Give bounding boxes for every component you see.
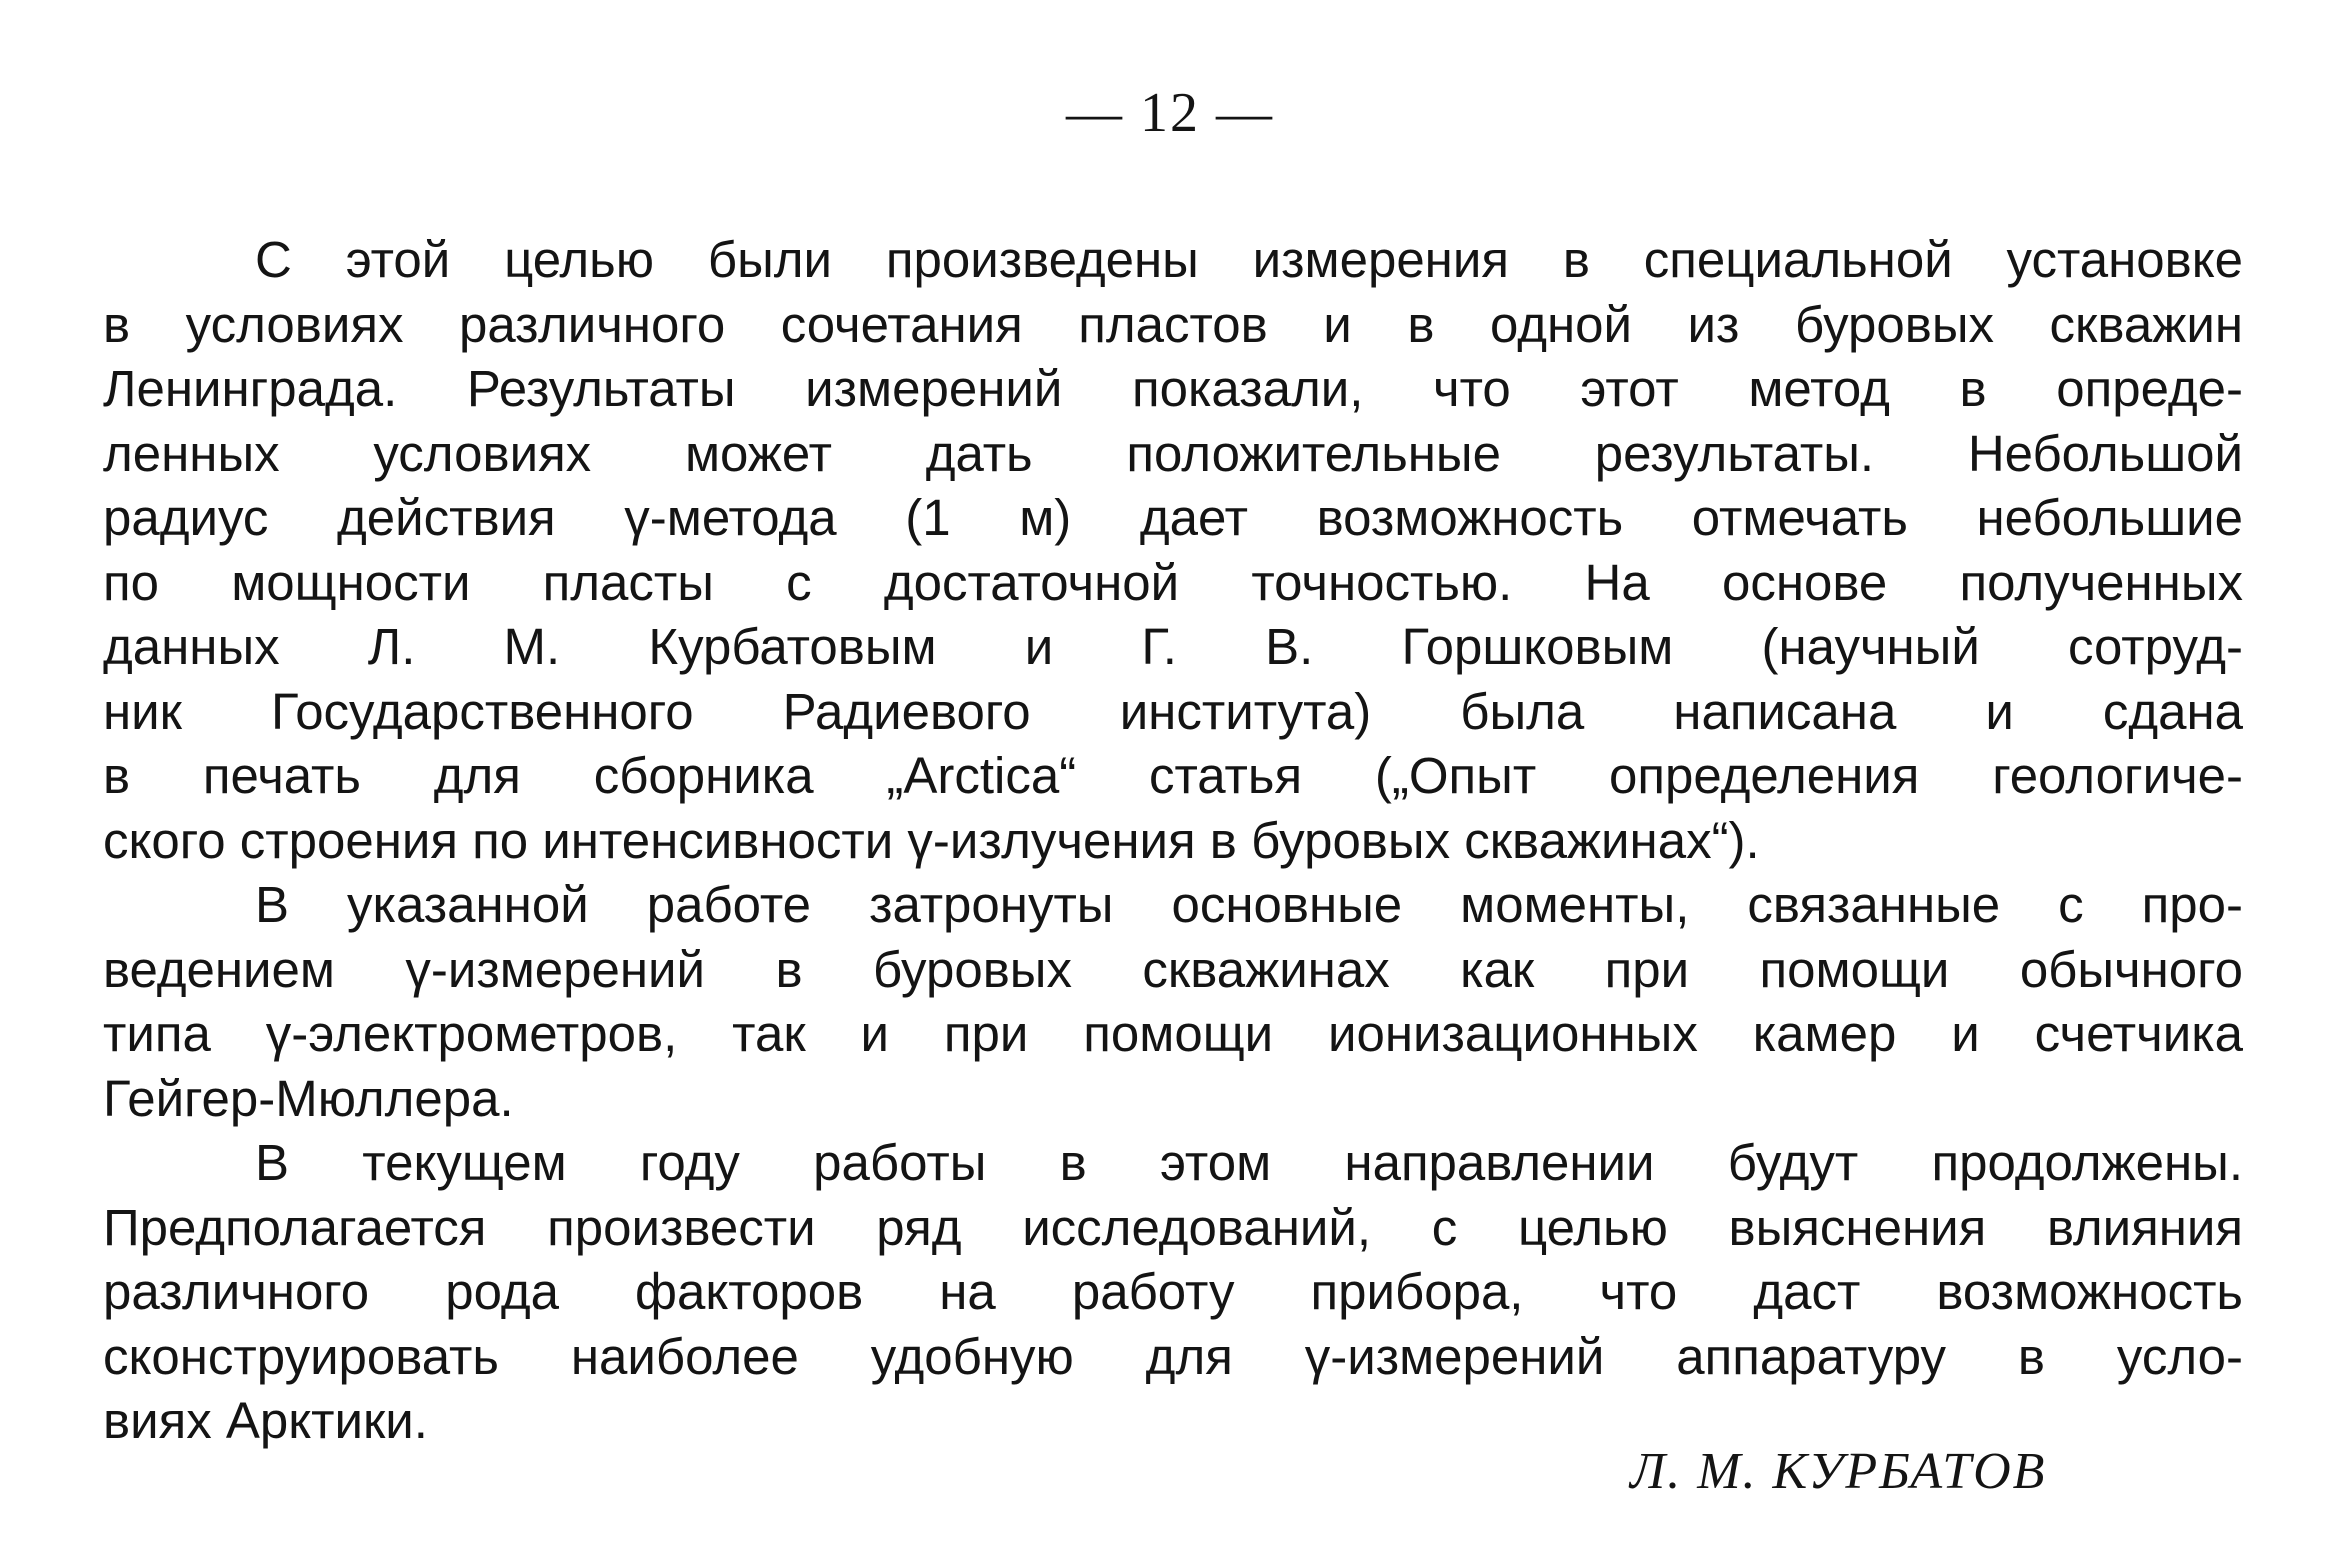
text-line: сконструировать наиболее удобную для γ-измерений аппаратуру в усло- bbox=[103, 1327, 2243, 1385]
text-line: Ленинграда. Результаты измерений показали, что этот метод в опреде- bbox=[103, 360, 2243, 417]
text-line: радиус действия γ-метода (1 м) дает возможность отмечать небольшие bbox=[103, 489, 2243, 546]
text-line: В указанной работе затронуты основные моменты, связанные с про- bbox=[255, 876, 2243, 933]
text-line: Предполагается произвести ряд исследований, с целью выяснения влияния bbox=[103, 1198, 2243, 1256]
text-line: Гейгер-Мюллера. bbox=[103, 1069, 514, 1127]
page-number: — 12 — bbox=[1066, 82, 1274, 144]
text-line: данных Л. М. Курбатовым и Г. В. Горшковым (научный сотруд- bbox=[103, 618, 2243, 675]
text-line: ведением γ-измерений в буровых скважинах как при помощи обычного bbox=[103, 940, 2243, 998]
text-line: ленных условиях может дать положительные результаты. Небольшой bbox=[103, 424, 2243, 482]
text-line: В текущем году работы в этом направлении будут продолжены. bbox=[255, 1134, 2243, 1191]
text-line: в печать для сборника „Arctica“ статья („Опыт определения геологиче- bbox=[103, 747, 2243, 804]
text-line: ского строения по интенсивности γ-излучения в буровых скважинах“). bbox=[103, 811, 1760, 869]
author-signature: Л. М. КУРБАТОВ bbox=[1630, 1443, 2047, 1500]
text-line: по мощности пласты с достаточной точностью. На основе полученных bbox=[103, 553, 2243, 611]
text-line: различного рода факторов на работу прибора, что даст возможность bbox=[103, 1263, 2243, 1320]
text-line: виях Арктики. bbox=[103, 1392, 428, 1449]
text-line: С этой целью были произведены измерения в специальной установке bbox=[255, 231, 2243, 288]
body-text bbox=[103, 228, 2243, 1454]
paragraph bbox=[103, 873, 2243, 1131]
text-line: ник Государственного Радиевого института) была написана и сдана bbox=[103, 682, 2243, 740]
text-line: в условиях различного сочетания пластов и в одной из буровых скважин bbox=[103, 295, 2243, 353]
paragraph bbox=[103, 1131, 2243, 1454]
text-line: типа γ-электрометров, так и при помощи ионизационных камер и счетчика bbox=[103, 1005, 2243, 1062]
paragraph bbox=[103, 228, 2243, 873]
